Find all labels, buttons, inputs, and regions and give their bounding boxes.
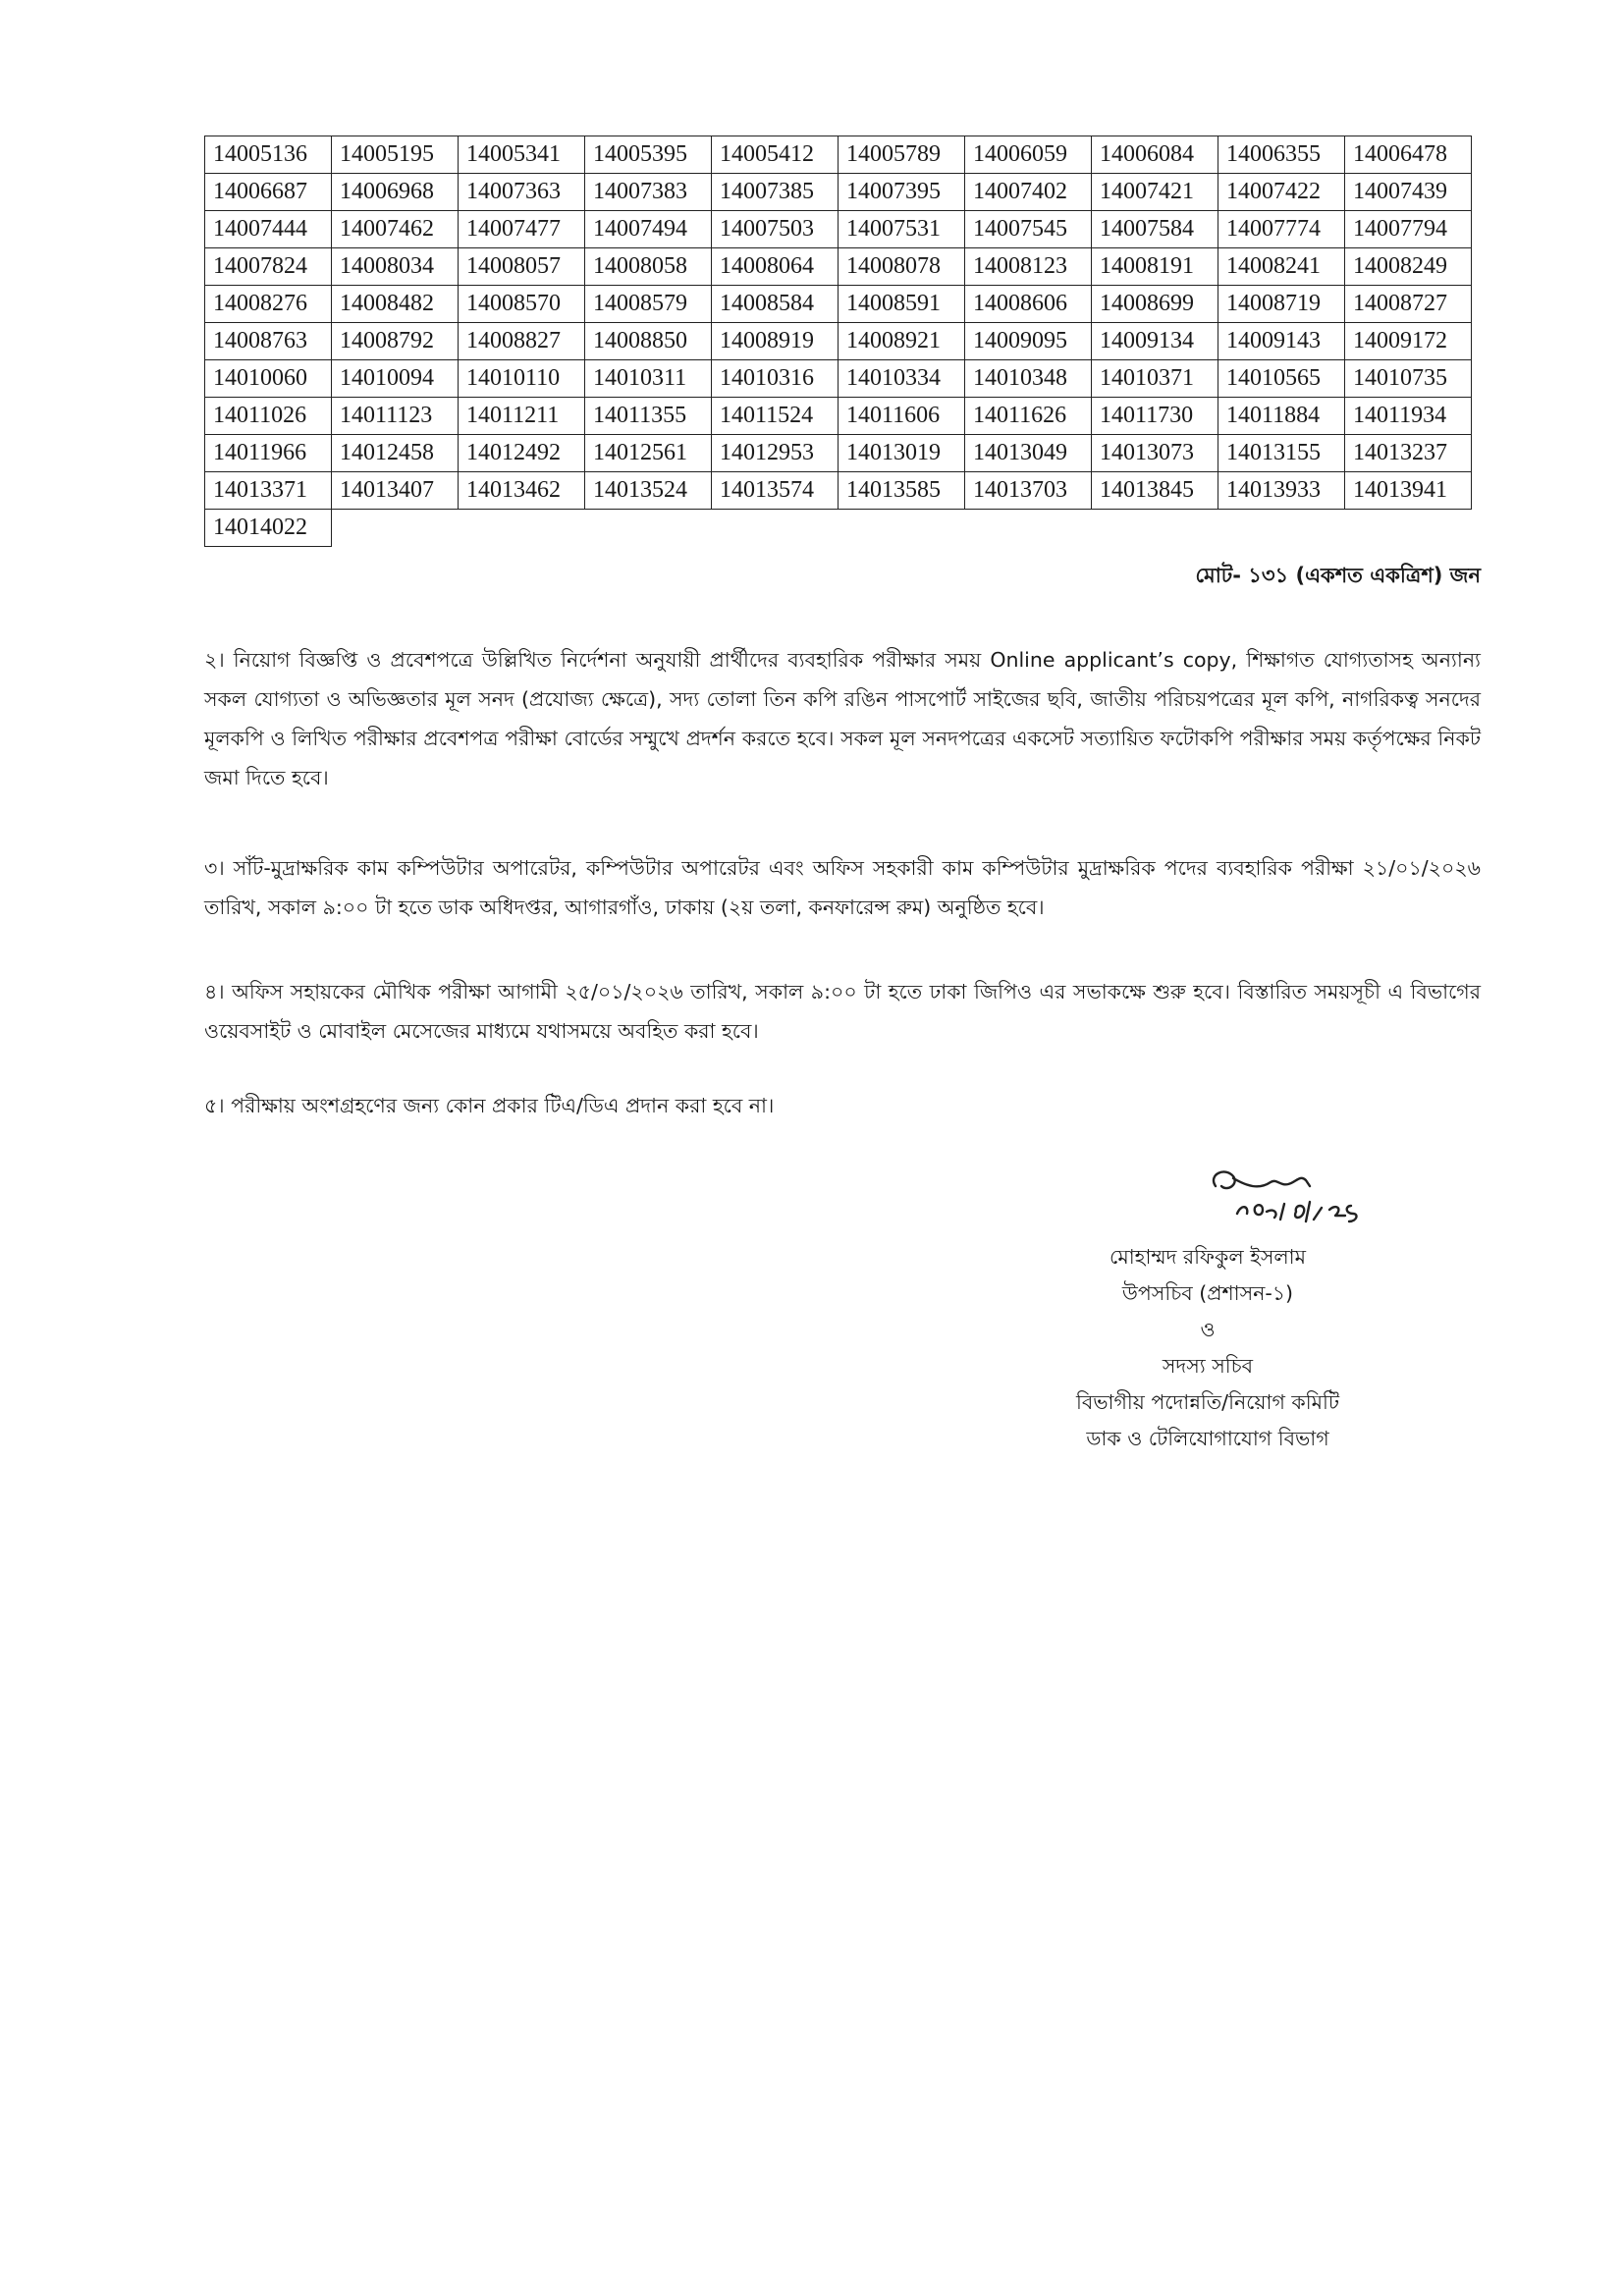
roll-number-cell: 14008064 — [712, 248, 839, 286]
roll-number-cell: 14006084 — [1092, 136, 1218, 174]
table-row — [205, 398, 1472, 435]
roll-number-cell: 14012953 — [712, 435, 839, 472]
roll-number-cell: 14010060 — [205, 360, 332, 398]
roll-number-cell: 14006687 — [205, 174, 332, 211]
roll-number-cell: 14008482 — [332, 286, 459, 323]
roll-number-cell: 14013845 — [1092, 472, 1218, 510]
table-row — [205, 136, 1472, 174]
roll-number-cell: 14008699 — [1092, 286, 1218, 323]
signer-committee: বিভাগীয় পদোন্নতি/নিয়োগ কমিটি — [1075, 1390, 1340, 1414]
table-row — [205, 174, 1472, 211]
roll-number-cell: 14013933 — [1218, 472, 1345, 510]
roll-number-cell: 14008123 — [965, 248, 1092, 286]
roll-number-cell: 14010094 — [332, 360, 459, 398]
roll-number-cell: 14011211 — [459, 398, 585, 435]
roll-number-cell: 14010334 — [839, 360, 965, 398]
roll-number-cell: 14008850 — [585, 323, 712, 360]
roll-number-cell: 14011730 — [1092, 398, 1218, 435]
roll-number-cell: 14005789 — [839, 136, 965, 174]
roll-number-cell: 14005195 — [332, 136, 459, 174]
roll-number-cell: 14012458 — [332, 435, 459, 472]
roll-number-cell: 14011355 — [585, 398, 712, 435]
roll-number-cell: 14013407 — [332, 472, 459, 510]
roll-number-cell: 14008591 — [839, 286, 965, 323]
roll-number-cell: 14010110 — [459, 360, 585, 398]
roll-number-cell: 14007422 — [1218, 174, 1345, 211]
roll-number-cell: 14011524 — [712, 398, 839, 435]
table-row — [205, 360, 1472, 398]
roll-number-cell: 14008919 — [712, 323, 839, 360]
roll-number-cell: 14007477 — [459, 211, 585, 248]
roll-number-cell: 14008078 — [839, 248, 965, 286]
signer-department: ডাক ও টেলিযোগাযোগ বিভাগ — [1086, 1427, 1329, 1450]
roll-number-cell: 14007824 — [205, 248, 332, 286]
paragraph-3-practical-exam: ৩। সাঁট-মুদ্রাক্ষরিক কাম কম্পিউটার অপারেটর, কম্পিউটার অপারেটর এবং অফিস সহকারী কাম কম্পিউটার মুদ্রাক্ষরিক পদের ব্যবহারিক পরীক্ষা ২১/০১/২০২৬ তারিখ, সকাল ৯:০০ টা হতে ডাক অধিদপ্তর, আগারগাঁও, ঢাকায় (২য় তলা, কনফারেন্স রুম) অনুষ্ঠিত হবে। — [204, 856, 1481, 919]
roll-number-cell: 14008763 — [205, 323, 332, 360]
roll-number-cell: 14008191 — [1092, 248, 1218, 286]
roll-number-cell: 14012492 — [459, 435, 585, 472]
roll-number-cell: 14007584 — [1092, 211, 1218, 248]
roll-number-cell: 14008058 — [585, 248, 712, 286]
roll-number-cell: 14013237 — [1345, 435, 1472, 472]
roll-number-cell: 14013462 — [459, 472, 585, 510]
roll-number-cell: 14010371 — [1092, 360, 1218, 398]
roll-number-cell: 14007402 — [965, 174, 1092, 211]
roll-number-cell: 14008827 — [459, 323, 585, 360]
roll-number-cell: 14007421 — [1092, 174, 1218, 211]
roll-number-cell: 14007494 — [585, 211, 712, 248]
table-row — [205, 211, 1472, 248]
roll-number-table — [204, 136, 1472, 547]
table-row — [205, 435, 1472, 472]
handwritten-signature — [1198, 1157, 1453, 1245]
signer-name: মোহাম্মদ রফিকুল ইসলাম — [1110, 1245, 1306, 1269]
roll-number-cell: 14007462 — [332, 211, 459, 248]
table-row — [205, 323, 1472, 360]
paragraph-5-no-ta-da: ৫। পরীক্ষায় অংশগ্রহণের জন্য কোন প্রকার টিএ/ডিএ প্রদান করা হবে না। — [204, 1094, 775, 1117]
roll-number-cell: 14007774 — [1218, 211, 1345, 248]
roll-number-cell: 14007439 — [1345, 174, 1472, 211]
paragraph-4-viva: ৪। অফিস সহায়কের মৌখিক পরীক্ষা আগামী ২৫/০১/২০২৬ তারিখ, সকাল ৯:০০ টা হতে ঢাকা জিপিও এর সভাকক্ষে শুরু হবে। বিস্তারিত সময়সূচী এ বিভাগের ওয়েবসাইট ও মোবাইল মেসেজের মাধ্যমে যথাসময়ে অবহিত করা হবে। — [204, 980, 1481, 1043]
table-row — [205, 286, 1472, 323]
roll-number-cell: 14013371 — [205, 472, 332, 510]
roll-number-cell: 14008057 — [459, 248, 585, 286]
roll-number-cell: 14008792 — [332, 323, 459, 360]
roll-number-cell: 14012561 — [585, 435, 712, 472]
roll-number-cell: 14007383 — [585, 174, 712, 211]
roll-number-cell: 14013585 — [839, 472, 965, 510]
paragraph-2-documents: ২। নিয়োগ বিজ্ঞপ্তি ও প্রবেশপত্রে উল্লিখিত নির্দেশনা অনুযায়ী প্রার্থীদের ব্যবহারিক পরীক্ষার সময় Online applicant’s copy, শিক্ষাগত যোগ্যতাসহ অন্যান্য সকল যোগ্যতা ও অভিজ্ঞতার মূল সনদ (প্রযোজ্য ক্ষেত্রে), সদ্য তোলা তিন কপি রঙিন পাসপোর্ট সাইজের ছবি, জাতীয় পরিচয়পত্রের মূল কপি, নাগরিকত্ব সনদের মূলকপি ও লিখিত পরীক্ষার প্রবেশপত্র পরীক্ষা বোর্ডের সম্মুখে প্রদর্শন করতে হবে। সকল মূল সনদপত্রের একসেট সত্যায়িত ফটোকপি পরীক্ষার সময় কর্তৃপক্ষের নিকট জমা দিতে হবে। — [204, 648, 1481, 789]
roll-number-cell: 14010311 — [585, 360, 712, 398]
roll-number-cell: 14010735 — [1345, 360, 1472, 398]
roll-number-cell: 14011934 — [1345, 398, 1472, 435]
signer-designation: উপসচিব (প্রশাসন-১) — [1121, 1281, 1294, 1305]
roll-number-cell: 14008249 — [1345, 248, 1472, 286]
signer-role: সদস্য সচিব — [1162, 1354, 1254, 1378]
roll-number-cell: 14005412 — [712, 136, 839, 174]
roll-number-cell: 14007444 — [205, 211, 332, 248]
roll-number-cell: 14009095 — [965, 323, 1092, 360]
table-row — [205, 248, 1472, 286]
roll-number-cell: 14006059 — [965, 136, 1092, 174]
roll-number-cell: 14005136 — [205, 136, 332, 174]
roll-number-cell: 14008921 — [839, 323, 965, 360]
roll-number-cell: 14007794 — [1345, 211, 1472, 248]
roll-number-cell: 14008034 — [332, 248, 459, 286]
roll-number-cell: 14013941 — [1345, 472, 1472, 510]
roll-number-cell: 14008241 — [1218, 248, 1345, 286]
roll-number-cell: 14014022 — [205, 510, 332, 547]
roll-number-cell: 14008584 — [712, 286, 839, 323]
roll-number-cell: 14006478 — [1345, 136, 1472, 174]
roll-number-cell: 14007531 — [839, 211, 965, 248]
roll-number-cell: 14009134 — [1092, 323, 1218, 360]
roll-number-cell: 14013049 — [965, 435, 1092, 472]
roll-number-cell: 14010565 — [1218, 360, 1345, 398]
signature-block — [1001, 1239, 1414, 1457]
roll-number-cell: 14008276 — [205, 286, 332, 323]
roll-number-cell: 14009172 — [1345, 323, 1472, 360]
roll-number-cell: 14011026 — [205, 398, 332, 435]
roll-number-cell: 14007545 — [965, 211, 1092, 248]
roll-number-cell: 14007503 — [712, 211, 839, 248]
roll-number-cell: 14013574 — [712, 472, 839, 510]
roll-number-cell: 14013019 — [839, 435, 965, 472]
table-row — [205, 510, 1472, 547]
roll-number-cell: 14010316 — [712, 360, 839, 398]
roll-number-cell: 14011626 — [965, 398, 1092, 435]
roll-number-cell: 14013155 — [1218, 435, 1345, 472]
total-count: মোট- ১৩১ (একশত একত্রিশ) জন — [1195, 564, 1481, 587]
roll-number-cell: 14009143 — [1218, 323, 1345, 360]
roll-number-cell: 14011606 — [839, 398, 965, 435]
roll-number-cell: 14011123 — [332, 398, 459, 435]
roll-number-cell: 14011884 — [1218, 398, 1345, 435]
roll-number-cell: 14006355 — [1218, 136, 1345, 174]
roll-number-cell: 14007363 — [459, 174, 585, 211]
roll-number-cell: 14008606 — [965, 286, 1092, 323]
roll-number-cell: 14005395 — [585, 136, 712, 174]
roll-number-cell: 14007385 — [712, 174, 839, 211]
roll-number-cell: 14005341 — [459, 136, 585, 174]
roll-number-cell: 14013524 — [585, 472, 712, 510]
roll-number-cell: 14011966 — [205, 435, 332, 472]
roll-number-cell: 14008579 — [585, 286, 712, 323]
roll-number-cell: 14013073 — [1092, 435, 1218, 472]
roll-number-cell: 14010348 — [965, 360, 1092, 398]
table-row — [205, 472, 1472, 510]
signer-conjunction: ও — [1200, 1318, 1216, 1341]
roll-number-cell: 14008570 — [459, 286, 585, 323]
roll-number-cell: 14008719 — [1218, 286, 1345, 323]
roll-number-cell: 14013703 — [965, 472, 1092, 510]
roll-number-cell: 14006968 — [332, 174, 459, 211]
roll-number-cell: 14007395 — [839, 174, 965, 211]
roll-number-cell: 14008727 — [1345, 286, 1472, 323]
